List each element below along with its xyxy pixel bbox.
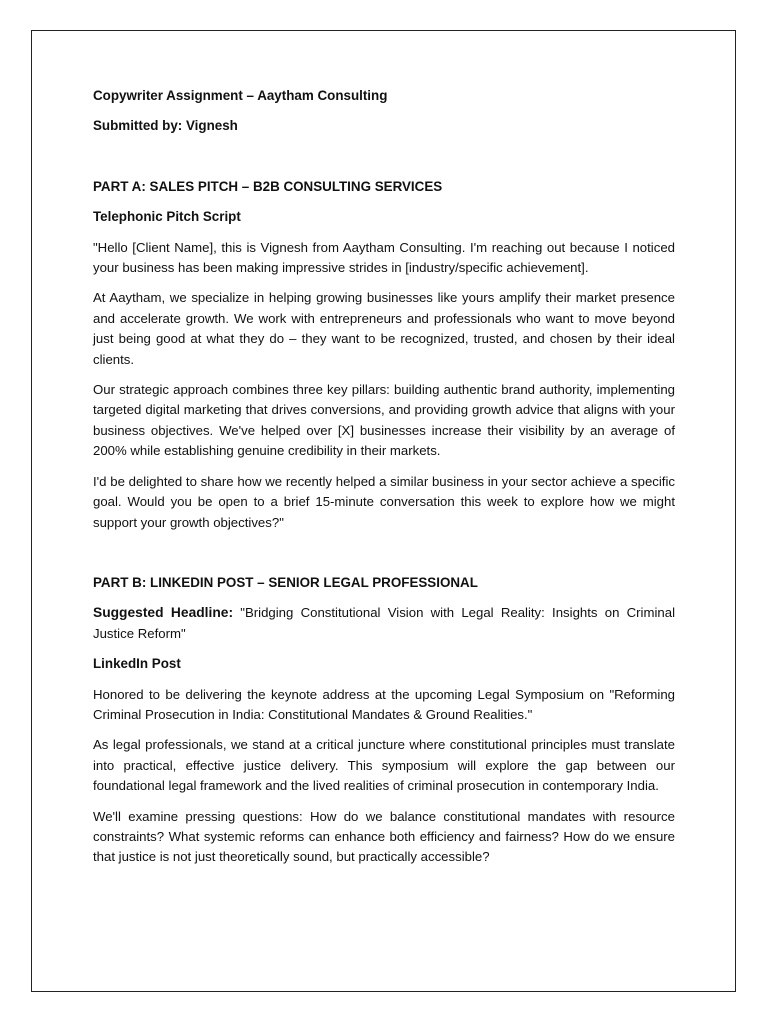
part-a-paragraph: At Aaytham, we specialize in helping growing businesses like yours amplify their market presence and accelerate growth. We work with entrepreneurs and professionals who want to move beyond just being good at what they do – they want to be recognized, trusted, and chosen by their ideal clients. [93, 290, 675, 367]
suggested-headline-text: "Bridging Constitutional Vision with Legal Reality: Insights on Criminal Justice Reform" [93, 605, 675, 641]
suggested-headline [93, 603, 675, 644]
part-a-paragraph: Our strategic approach combines three key pillars: building authentic brand authority, implementing targeted digital marketing that drives conversions, and providing growth advice that aligns with your business objectives. We've helped over [X] businesses increase their visibility by an average of 200% while establishing genuine credibility in their markets. [93, 382, 675, 459]
part-b-paragraph: We'll examine pressing questions: How do we balance constitutional mandates with resource constraints? What systemic reforms can enhance both efficiency and fairness? How do we ensure that justice is not just theoretically sound, but practically accessible? [93, 808, 675, 865]
part-a-paragraph: "Hello [Client Name], this is Vignesh from Aaytham Consulting. I'm reaching out because I noticed your business has been making impressive strides in [industry/specific achievement]. [93, 239, 675, 276]
part-a-paragraph: I'd be delighted to share how we recently helped a similar business in your sector achieve a specific goal. Would you be open to a brief 15-minute conversation this week to explore how we might support your growth objectives?" [93, 473, 675, 530]
part-b-subheading: LinkedIn Post [93, 656, 181, 672]
suggested-headline-label: Suggested Headline: [93, 605, 234, 621]
part-a-heading: PART A: SALES PITCH – B2B CONSULTING SERVICES [93, 178, 443, 194]
submitted-by: Submitted by: Vignesh [93, 118, 238, 134]
part-b-paragraph: Honored to be delivering the keynote address at the upcoming Legal Symposium on "Reforming Criminal Prosecution in India: Constitutional Mandates & Ground Realities." [93, 686, 675, 722]
document-title: Copywriter Assignment – Aaytham Consulting [93, 88, 388, 103]
part-b-heading: PART B: LINKEDIN POST – SENIOR LEGAL PROFESSIONAL [93, 574, 478, 590]
document-body [93, 86, 675, 878]
part-b-paragraph: As legal professionals, we stand at a critical juncture where constitutional principles must translate into practical, effective justice delivery. This symposium will explore the gap between our foundational legal framework and the lived realities of criminal prosecution in contemporary India. [93, 737, 675, 794]
part-a-subheading: Telephonic Pitch Script [93, 209, 241, 225]
